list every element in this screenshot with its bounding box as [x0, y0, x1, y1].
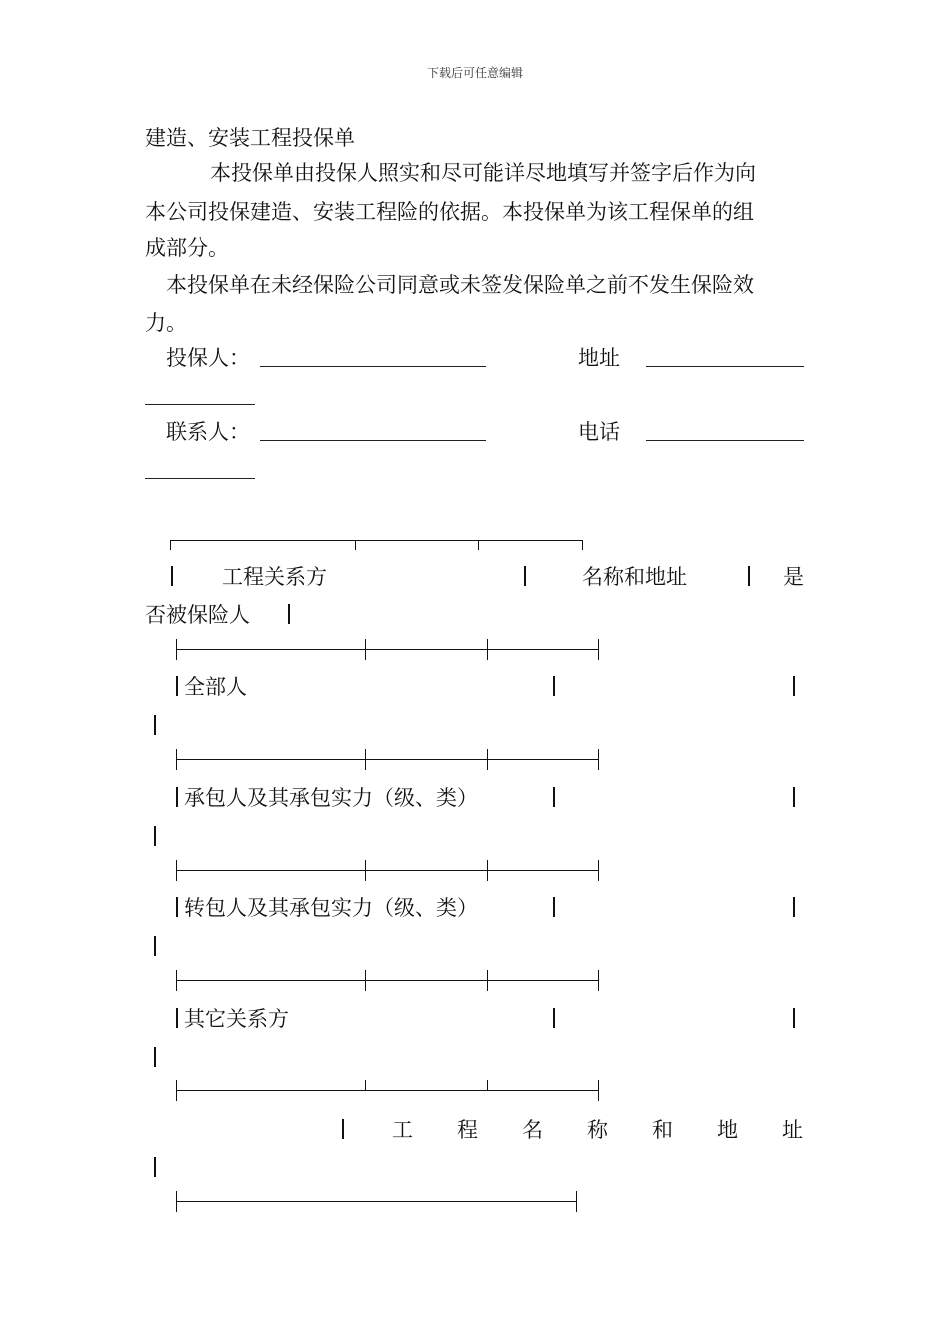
- row-label-other-parties: 其它关系方: [184, 1007, 289, 1031]
- address-label: 地址: [578, 346, 620, 370]
- paragraph-1-line-2: 本公司投保建造、安装工程险的依据。本投保单为该工程保单的组: [145, 200, 754, 224]
- page-header: 下载后可任意编辑: [426, 66, 523, 80]
- paragraph-1-line-3: 成部分。: [145, 236, 229, 260]
- table-border-bar: [524, 566, 526, 586]
- phone-label: 电话: [578, 420, 620, 444]
- header-col-name-address: 名称和地址: [582, 565, 687, 589]
- header-col-insured-part1: 是: [783, 565, 804, 589]
- project-name-address-label: 工程名称和地址: [392, 1118, 847, 1142]
- header-col-insured-part2: 否被保险人: [145, 603, 250, 627]
- row-label-owner: 全部人: [184, 675, 247, 699]
- address-blank[interactable]: [646, 366, 804, 367]
- table-border-bar: [154, 1157, 156, 1177]
- table-border-bar: [342, 1119, 344, 1139]
- contact-label: 联系人：: [166, 420, 250, 444]
- table-border-bar: [171, 566, 173, 586]
- row-label-contractor: 承包人及其承包实力（级、类）: [184, 786, 478, 810]
- document-title: 建造、安装工程投保单: [145, 126, 355, 150]
- row-label-subcontractor: 转包人及其承包实力（级、类）: [184, 896, 478, 920]
- paragraph-1-line-1: 本投保单由投保人照实和尽可能详尽地填写并签字后作为向: [210, 161, 756, 185]
- address-blank-continued[interactable]: [145, 404, 255, 405]
- table-border-bar: [288, 604, 290, 624]
- paragraph-2-line-2: 力。: [145, 311, 187, 335]
- paragraph-2-line-1: 本投保单在未经保险公司同意或未签发保险单之前不发生保险效: [166, 273, 754, 297]
- table-border-bar: [748, 566, 750, 586]
- applicant-label: 投保人：: [166, 346, 250, 370]
- header-col-parties: 工程关系方: [222, 565, 327, 589]
- phone-blank-continued[interactable]: [145, 478, 255, 479]
- applicant-blank[interactable]: [260, 366, 486, 367]
- contact-blank[interactable]: [260, 440, 486, 441]
- phone-blank[interactable]: [646, 440, 804, 441]
